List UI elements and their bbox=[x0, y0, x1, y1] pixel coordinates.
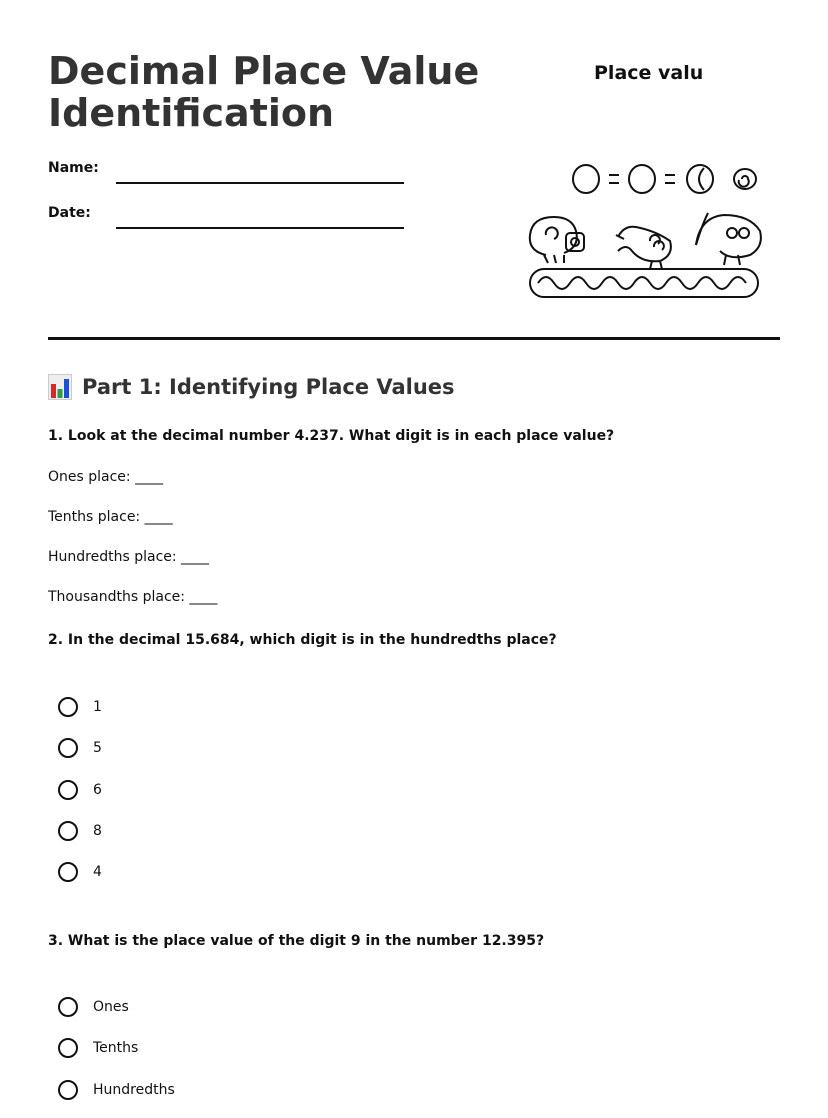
option-label: 4 bbox=[93, 864, 102, 880]
radio-button[interactable] bbox=[58, 780, 78, 800]
option-label: Ones bbox=[93, 999, 129, 1015]
illustration-caption: Place valu bbox=[594, 62, 704, 84]
option-label: 6 bbox=[93, 782, 102, 798]
option-label: 8 bbox=[93, 823, 102, 839]
radio-button[interactable] bbox=[58, 821, 78, 841]
question-3: 3. What is the place value of the digit 9 in the number 12.395? bbox=[48, 933, 545, 949]
part1-heading bbox=[48, 374, 455, 400]
q2-option-5[interactable] bbox=[58, 862, 102, 882]
header-divider bbox=[48, 337, 780, 340]
place-value-illustration bbox=[524, 155, 768, 305]
radio-button[interactable] bbox=[58, 738, 78, 758]
date-field[interactable] bbox=[116, 207, 404, 229]
option-label: 1 bbox=[93, 699, 102, 715]
radio-button[interactable] bbox=[58, 1080, 78, 1100]
q2-option-1[interactable] bbox=[58, 697, 102, 717]
q1-tenths-line: Tenths place: ____ bbox=[48, 509, 173, 525]
worksheet-title: Decimal Place Value Identification bbox=[48, 49, 480, 135]
q2-option-3[interactable] bbox=[58, 780, 102, 800]
radio-button[interactable] bbox=[58, 1038, 78, 1058]
q1-ones-line: Ones place: ____ bbox=[48, 469, 164, 485]
radio-button[interactable] bbox=[58, 697, 78, 717]
name-label: Name: bbox=[48, 160, 99, 176]
radio-button[interactable] bbox=[58, 997, 78, 1017]
q2-option-2[interactable] bbox=[58, 738, 102, 758]
q3-option-2[interactable] bbox=[58, 1038, 138, 1058]
q1-hundredths-line: Hundredths place: ____ bbox=[48, 549, 210, 565]
date-label: Date: bbox=[48, 205, 91, 221]
name-field[interactable] bbox=[116, 162, 404, 184]
option-label: Hundredths bbox=[93, 1082, 175, 1098]
question-1: 1. Look at the decimal number 4.237. What digit is in each place value? bbox=[48, 428, 615, 444]
option-label: 5 bbox=[93, 740, 102, 756]
part1-title: Part 1: Identifying Place Values bbox=[82, 375, 455, 399]
q1-thousandths-line: Thousandths place: ____ bbox=[48, 589, 218, 605]
q3-option-3[interactable] bbox=[58, 1080, 175, 1100]
radio-button[interactable] bbox=[58, 862, 78, 882]
bar-chart-icon bbox=[48, 374, 72, 400]
q3-option-1[interactable] bbox=[58, 997, 129, 1017]
question-2: 2. In the decimal 15.684, which digit is in the hundredths place? bbox=[48, 632, 557, 648]
option-label: Tenths bbox=[93, 1040, 139, 1056]
q2-option-4[interactable] bbox=[58, 821, 102, 841]
